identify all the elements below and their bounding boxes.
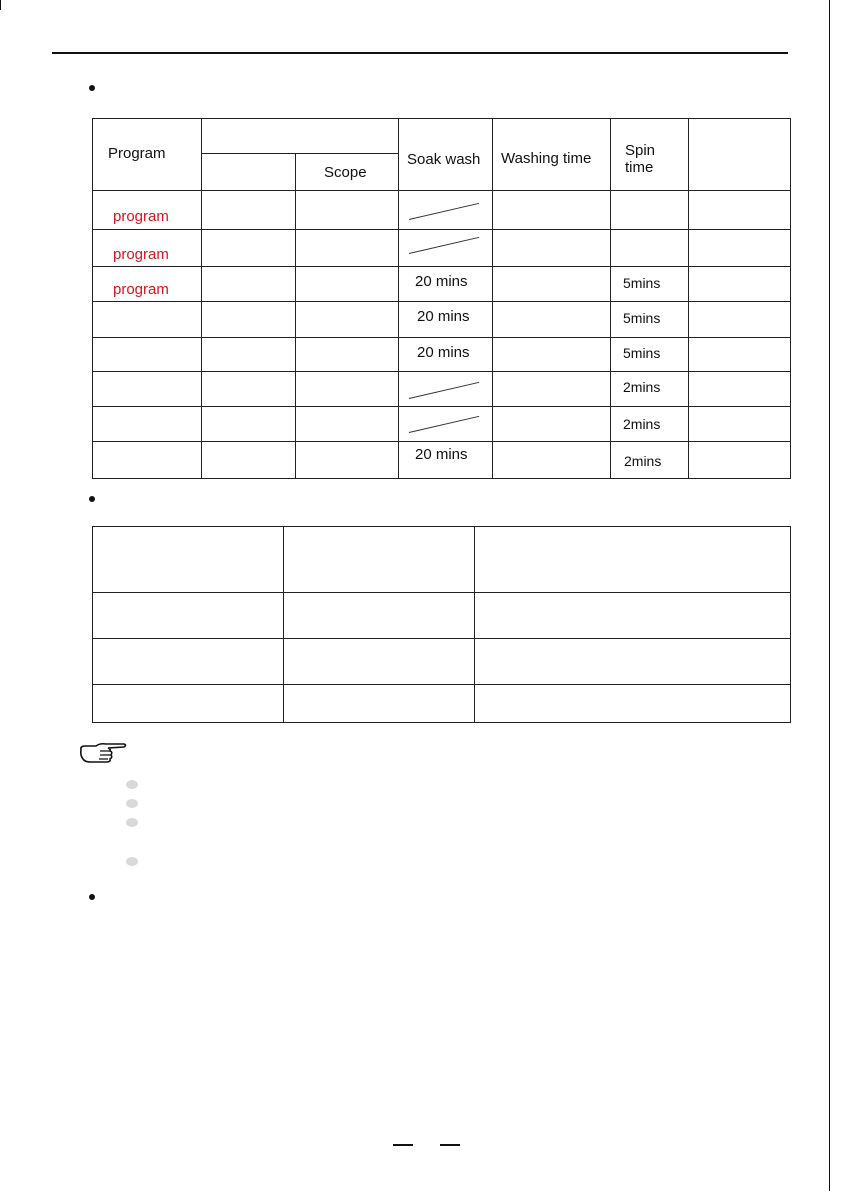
spin-time-value: 5mins <box>623 310 661 326</box>
spin-time-value: 2mins <box>623 416 661 432</box>
page-number-mark <box>393 1144 413 1146</box>
section-bullet <box>89 496 95 502</box>
page-number-mark <box>440 1144 460 1146</box>
not-applicable-slash <box>409 382 479 399</box>
note-dot <box>126 857 138 866</box>
soak-wash-value: 20 mins <box>415 273 468 290</box>
note-dot <box>126 818 138 827</box>
header-washing-time: Washing time <box>501 150 592 167</box>
note-dot <box>126 780 138 789</box>
section-bullet <box>89 894 95 900</box>
section-bullet <box>89 85 95 91</box>
spin-time-value: 5mins <box>623 345 661 361</box>
header-program: Program <box>108 145 166 162</box>
row-program-label: program <box>113 246 169 263</box>
spin-time-value: 2mins <box>624 453 662 469</box>
soak-wash-value: 20 mins <box>415 446 468 463</box>
row-program-label: program <box>113 208 169 225</box>
note-dot <box>126 799 138 808</box>
program-table <box>92 118 791 479</box>
page-edge <box>829 0 830 1191</box>
page-corner-mark <box>0 0 1 10</box>
not-applicable-slash <box>409 203 479 220</box>
header-spin-time: Spin time <box>625 142 656 176</box>
header-soak-wash: Soak wash <box>407 151 481 168</box>
spin-time-value: 2mins <box>623 379 661 395</box>
header-rule <box>52 52 788 54</box>
soak-wash-value: 20 mins <box>417 344 470 361</box>
row-program-label: program <box>113 281 169 298</box>
not-applicable-slash <box>409 237 479 254</box>
spin-time-value: 5mins <box>623 275 661 291</box>
not-applicable-slash <box>409 416 479 433</box>
header-scope: Scope <box>324 164 367 181</box>
soak-wash-value: 20 mins <box>417 308 470 325</box>
pointing-hand-icon <box>78 740 128 766</box>
info-table <box>92 526 791 723</box>
